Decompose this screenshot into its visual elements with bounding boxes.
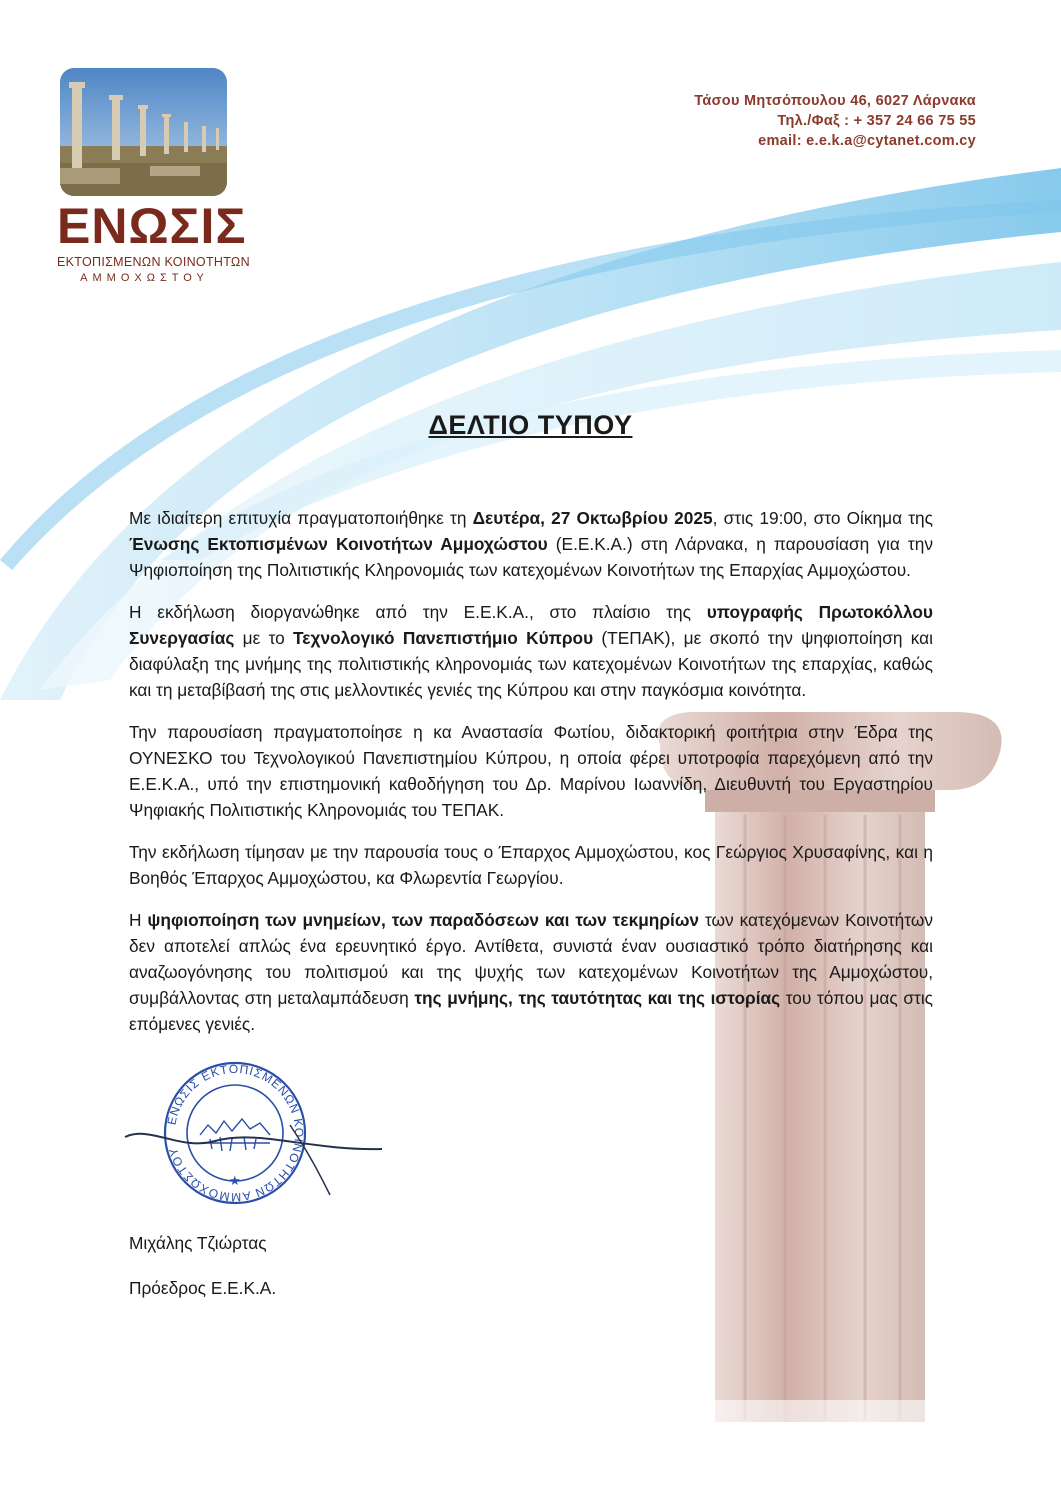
body-paragraph xyxy=(129,907,933,1037)
paragraph-text: Την εκδήλωση τίμησαν με την παρουσία τους ο Έπαρχος Αμμοχώστου, κος Γεώργιος Χρυσαφίνης, και η Βοηθός Έπαρχος Αμμοχώστου, κα Φλωρεντία Γεωργίου. xyxy=(129,842,933,888)
svg-text:★: ★ xyxy=(229,1173,241,1188)
contact-block xyxy=(556,91,976,151)
body-paragraph xyxy=(129,839,933,891)
paragraph-text: Την παρουσίαση πραγματοποίησε η κα Αναστασία Φωτίου, διδακτορική φοιτήτρια στην Έδρα της ΟΥΝΕΣΚΟ του Τεχνολογικού Πανεπιστημίου Κύπρου, η οποία φέρει υποτροφία παρεχόμενη από την Ε.Ε.Κ.Α., υπό την επιστημονική καθοδήγηση του Δρ. Μαρίνου Ιωαννίδη, Διευθυντή του Εργαστηρίου Ψηφιακής Πολιτιστικής Κληρονομιάς του ΤΕΠΑΚ. xyxy=(129,722,933,820)
emphasis-text: Ένωσης Εκτοπισμένων Κοινοτήτων Αμμοχώστου xyxy=(129,534,548,554)
emphasis-text: υπογραφής Πρωτοκόλλου Συνεργασίας xyxy=(129,602,933,648)
paragraph-text: του τόπου μας στις επόμενες γενιές. xyxy=(129,988,934,1034)
paragraph-text: Η xyxy=(129,910,148,930)
paragraph-text: (Ε.Ε.Κ.Α.) στη Λάρνακα, η παρουσίαση για την Ψηφιοποίηση της Πολιτιστικής Κληρονομιάς των κατεχομένων Κοινοτήτων της Επαρχίας Αμμοχώστου. xyxy=(129,534,933,580)
emphasis-text: της μνήμης, της ταυτότητας και της ιστορίας xyxy=(414,988,781,1008)
body-paragraph xyxy=(129,505,933,583)
signature-stroke xyxy=(125,1134,382,1149)
organization-logo xyxy=(57,68,250,284)
logo-name: ΕΝΩΣΙΣ xyxy=(57,198,247,254)
signer-name: Μιχάλης Τζιώρτας xyxy=(129,1233,267,1253)
logo-subtitle: ΕΚΤΟΠΙΣΜΕΝΩΝ ΚΟΙΝΟΤΗΤΩΝ xyxy=(57,255,250,269)
paragraph-text: των κατεχόμενων Κοινοτήτων δεν αποτελεί απλώς ένα ερευνητικό έργο. Αντίθετα, συνιστά έναν ουσιαστικό τρόπο διατήρησης και αναζωογόνησης του πολιτισμού και της ψυχής των κατεχομένων Κοινοτήτων της Αμμοχώστου, συμβάλλοντας στη μεταλαμπάδευση xyxy=(129,910,934,1008)
paragraph-text: Η εκδήλωση διοργανώθηκε από την Ε.Ε.Κ.Α., στο πλαίσιο της xyxy=(129,602,707,622)
address-line: Τάσου Μητσόπουλου 46, 6027 Λάρνακα xyxy=(694,93,976,109)
document-title: ΔΕΛΤΙΟ ΤΥΠΟΥ xyxy=(428,410,633,440)
paragraph-text: με το xyxy=(234,628,294,648)
body-paragraph xyxy=(129,599,933,703)
body-paragraph xyxy=(129,719,933,823)
signature-block xyxy=(129,1230,276,1320)
signer-role: Πρόεδρος Ε.Ε.Κ.Α. xyxy=(129,1278,277,1298)
official-seal xyxy=(120,1055,390,1215)
logo-subtitle-region: ΑΜΜΟΧΩΣΤΟΥ xyxy=(80,272,209,284)
phone-line: Τηλ./Φαξ : + 357 24 66 75 55 xyxy=(777,113,976,129)
emphasis-text: ψηφιοποίηση των μνημείων, των παραδόσεων και των τεκμηρίων xyxy=(147,910,700,930)
paragraph-text: , στις 19:00, στο Οίκημα της xyxy=(712,508,933,528)
email-line: email: e.e.k.a@cytanet.com.cy xyxy=(758,133,976,149)
logo-ruins-photo xyxy=(60,68,227,196)
emphasis-text: Δευτέρα, 27 Οκτωβρίου 2025 xyxy=(472,508,713,528)
emphasis-text: Τεχνολογικό Πανεπιστήμιο Κύπρου xyxy=(293,628,594,648)
seal-emblem xyxy=(200,1119,270,1151)
document-body xyxy=(129,505,933,1053)
paragraph-text: Με ιδιαίτερη επιτυχία πραγματοποιήθηκε τη xyxy=(129,508,473,528)
seal-text: ΕΝΩΣΙΣ ΕΚΤΟΠΙΣΜΕΝΩΝ ΚΟΙΝΟΤΗΤΩΝ ΑΜΜΟΧΩΣΤΟΥ xyxy=(164,1061,307,1205)
paragraph-text: (ΤΕΠΑΚ), με σκοπό την ψηφιοποίηση και διαφύλαξη της μνήμης της πολιτιστικής κληρονομιάς των κατεχομένων Κοινοτήτων της επαρχίας, καθώς και τη μεταβίβασή της στις μελλοντικές γενιές της Κύπρου και στην παγκόσμια κοινότητα. xyxy=(129,628,933,700)
